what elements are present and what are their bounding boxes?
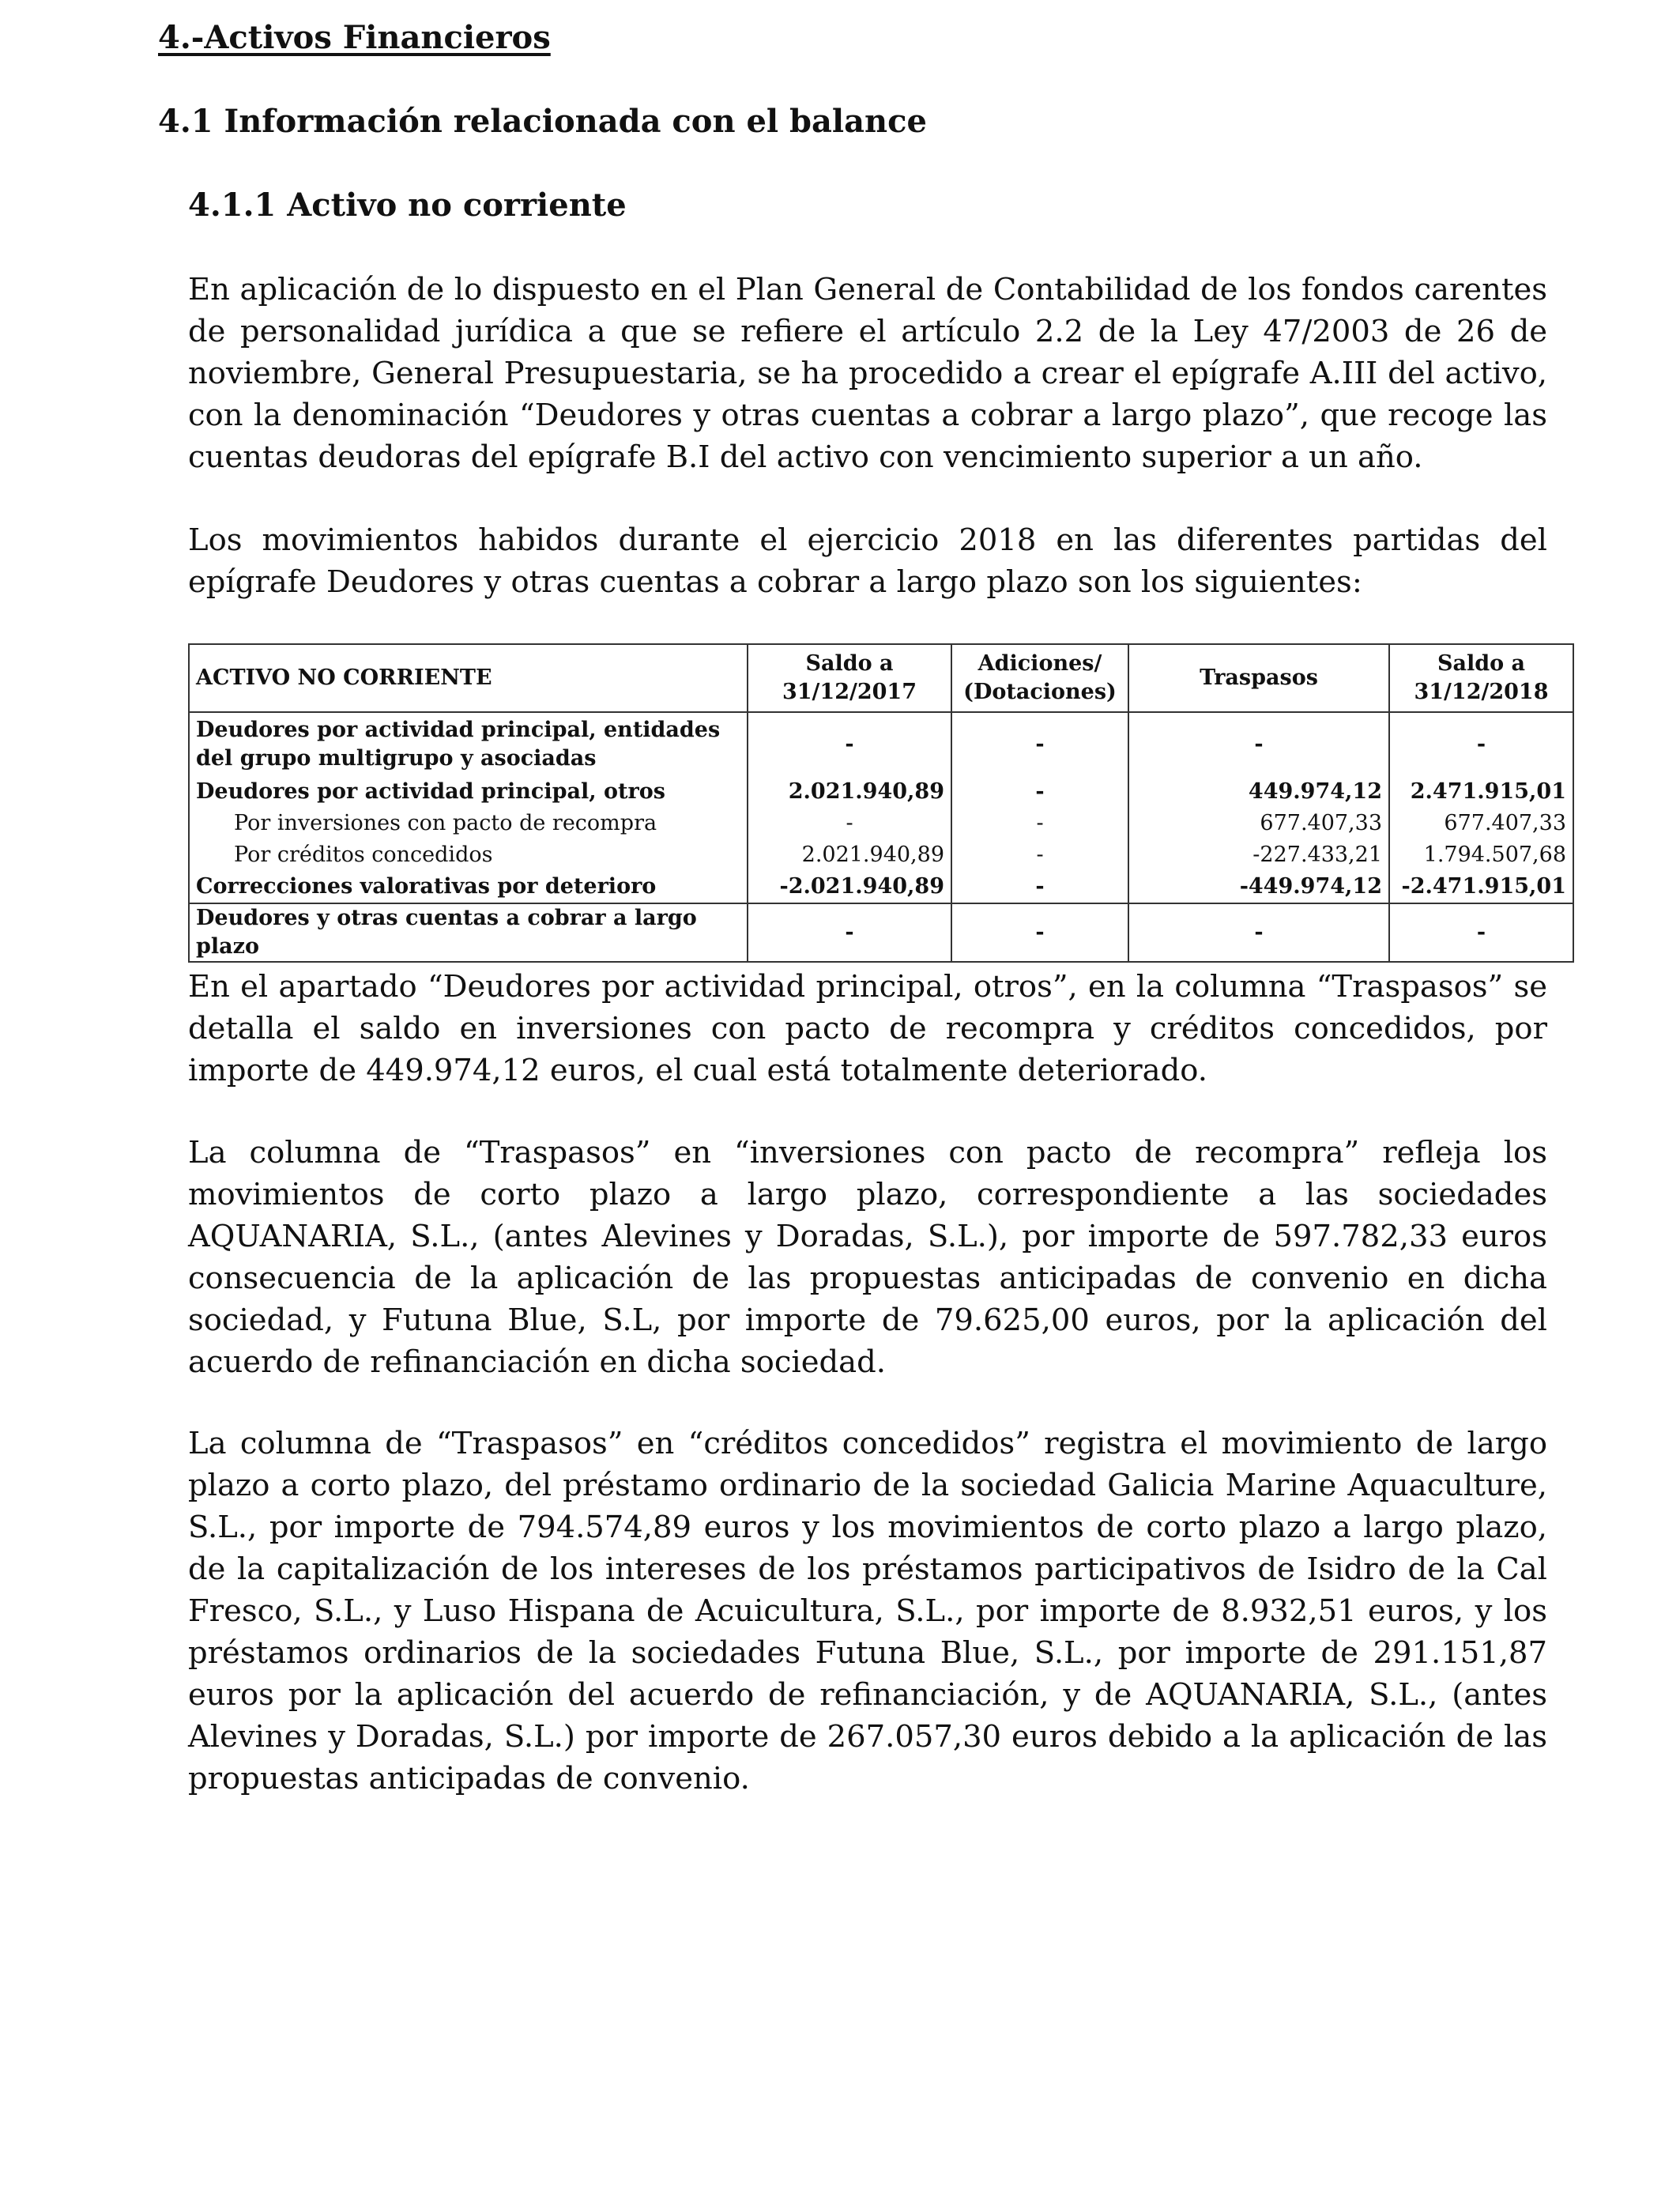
cell-saldo-2017: - — [748, 712, 951, 776]
cell-adiciones: - — [951, 776, 1128, 808]
header-adiciones-line1: Adiciones/ — [977, 651, 1102, 676]
header-saldo-2018-line2: 31/12/2018 — [1414, 680, 1549, 704]
financial-table-container — [188, 643, 1573, 963]
header-saldo-2017-line1: Saldo a — [805, 651, 894, 676]
cell-traspasos: - — [1128, 903, 1389, 962]
cell-saldo-2017: -2.021.940,89 — [748, 871, 951, 903]
row-label: Deudores por actividad principal, entidades del grupo multigrupo y asociadas — [189, 712, 748, 776]
cell-traspasos: 449.974,12 — [1128, 776, 1389, 808]
cell-saldo-2018: -2.471.915,01 — [1389, 871, 1573, 903]
cell-adiciones: - — [951, 712, 1128, 776]
header-saldo-2017-line2: 31/12/2017 — [782, 680, 917, 704]
cell-saldo-2018: - — [1389, 712, 1573, 776]
row-label: Deudores y otras cuentas a cobrar a largo plazo — [189, 903, 748, 962]
paragraph-recompra: La columna de “Traspasos” en “inversiones con pacto de recompra” refleja los movimientos de corto plazo a largo plazo, correspondiente a las sociedades AQUANARIA, S.L., (antes Alevines y Doradas, S.L.), por importe de 597.782,33 euros consecuencia de la aplicación de las propuestas anticipadas de convenio en dicha sociedad, y Futuna Blue, S.L, por importe de 79.625,00 euros, por la aplicación del acuerdo de refinanciación en dicha sociedad. — [188, 1135, 1547, 1380]
cell-saldo-2017: 2.021.940,89 — [748, 839, 951, 871]
row-label: Correcciones valorativas por deterioro — [189, 871, 748, 903]
financial-table — [188, 643, 1574, 963]
section-heading: 4.-Activos Financieros — [158, 19, 551, 56]
cell-adiciones: - — [951, 871, 1128, 903]
paragraph-intro: En aplicación de lo dispuesto en el Plan General de Contabilidad de los fondos carentes de personalidad jurídica a que se refiere el artículo 2.2 de la Ley 47/2003 de 26 de noviembre, General Presupuestaria, se ha procedido a crear el epígrafe A.III del activo, con la denominación “Deudores y otras cuentas a cobrar a largo plazo”, que recoge las cuentas deudoras del epígrafe B.I del activo con vencimiento superior a un año. — [188, 272, 1547, 475]
paragraph-creditos: La columna de “Traspasos” en “créditos concedidos” registra el movimiento de largo plazo a corto plazo, del préstamo ordinario de la sociedad Galicia Marine Aquaculture, S.L., por importe de 794.574,89 euros y los movimientos de corto plazo a largo plazo, de la capitalización de los intereses de los préstamos participativos de Isidro de la Cal Fresco, S.L., y Luso Hispana de Acuicultura, S.L., por importe de 8.932,51 euros, y los préstamos ordinarios de la sociedades Futuna Blue, S.L., por importe de 291.151,87 euros por la aplicación del acuerdo de refinanciación, y de AQUANARIA, S.L., (antes Alevines y Doradas, S.L.) por importe de 267.057,30 euros debido a la aplicación de las propuestas anticipadas de convenio. — [188, 1426, 1547, 1796]
cell-traspasos: -227.433,21 — [1128, 839, 1389, 871]
header-adiciones — [951, 644, 1128, 712]
subsection-heading: 4.1 Información relacionada con el balance — [158, 103, 927, 140]
cell-adiciones: - — [951, 903, 1128, 962]
header-saldo-2018-line1: Saldo a — [1437, 651, 1526, 676]
paragraph-movements: Los movimientos habidos durante el ejercicio 2018 en las diferentes partidas del epígrafe Deudores y otras cuentas a cobrar a largo plazo son los siguientes: — [188, 522, 1547, 600]
cell-traspasos: - — [1128, 712, 1389, 776]
cell-saldo-2018: - — [1389, 903, 1573, 962]
header-adiciones-line2: (Dotaciones) — [963, 680, 1117, 704]
cell-saldo-2018: 2.471.915,01 — [1389, 776, 1573, 808]
row-label: Deudores por actividad principal, otros — [189, 776, 748, 808]
header-traspasos-text: Traspasos — [1200, 665, 1318, 690]
cell-traspasos: 677.407,33 — [1128, 808, 1389, 839]
cell-traspasos: -449.974,12 — [1128, 871, 1389, 903]
header-saldo-2017 — [748, 644, 951, 712]
header-traspasos — [1128, 644, 1389, 712]
table-row — [189, 808, 1573, 839]
cell-saldo-2017: - — [748, 808, 951, 839]
subsubsection-heading: 4.1.1 Activo no corriente — [188, 187, 627, 224]
header-label-text: ACTIVO NO CORRIENTE — [196, 665, 492, 690]
table-row — [189, 712, 1573, 776]
row-label: Por créditos concedidos — [189, 839, 748, 871]
table-row-total — [189, 903, 1573, 962]
row-label: Por inversiones con pacto de recompra — [189, 808, 748, 839]
cell-adiciones: - — [951, 808, 1128, 839]
cell-saldo-2018: 677.407,33 — [1389, 808, 1573, 839]
table-header-row — [189, 644, 1573, 712]
cell-saldo-2018: 1.794.507,68 — [1389, 839, 1573, 871]
paragraph-traspasos-detail: En el apartado “Deudores por actividad principal, otros”, en la columna “Traspasos” se detalla el saldo en inversiones con pacto de recompra y créditos concedidos, por importe de 449.974,12 euros, el cual está totalmente deteriorado. — [188, 969, 1547, 1088]
cell-saldo-2017: 2.021.940,89 — [748, 776, 951, 808]
table-row — [189, 871, 1573, 903]
header-label — [189, 644, 748, 712]
table-row — [189, 776, 1573, 808]
table-row — [189, 839, 1573, 871]
header-saldo-2018 — [1389, 644, 1573, 712]
cell-adiciones: - — [951, 839, 1128, 871]
cell-saldo-2017: - — [748, 903, 951, 962]
